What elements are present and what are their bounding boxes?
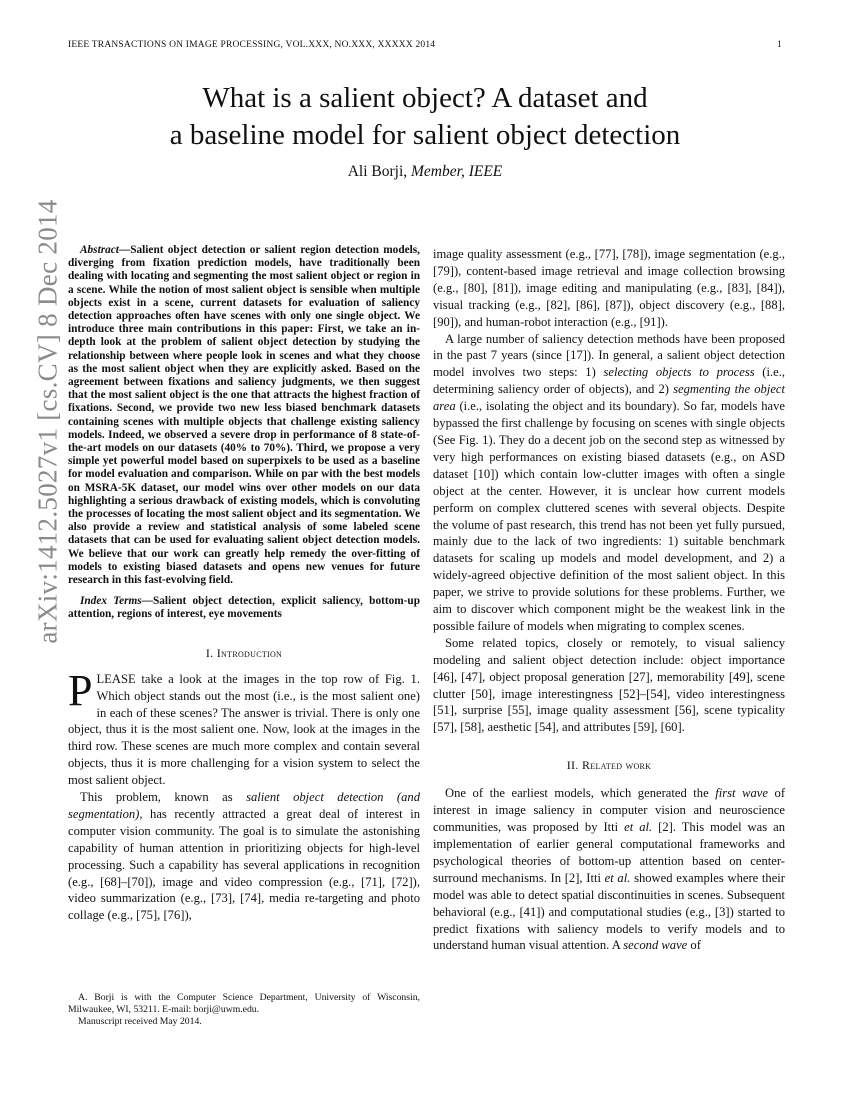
- drop-cap: P: [68, 665, 93, 715]
- section2-title: Related work: [581, 758, 652, 773]
- index-terms-text: —Salient object detection, explicit saliency, bottom-up attention, regions of interest, eye movements: [68, 595, 420, 621]
- intro-paragraph-2: [68, 789, 420, 924]
- right-paragraph-1: image quality assessment (e.g., [77], [78]), image segmentation (e.g., [79]), content-based image retrieval and image collection browsing (e.g., [80], [81]), image editing and manipulating (e.g., [83], [84]), visual tracking (e.g., [82], [86], [87]), object discovery (e.g., [88], [90]), and human-robot interaction (e.g., [91]).: [433, 247, 785, 329]
- author-affiliation: Member, IEEE: [411, 163, 503, 180]
- rp4-em1: first wave: [715, 786, 768, 801]
- rp4-a: One of the earliest models, which generated the: [445, 786, 716, 801]
- rp4-em3: et al.: [604, 870, 631, 885]
- rp4-em2: et al.: [624, 820, 653, 835]
- rp2-a: A large number of saliency detection methods have been proposed in the past 7 years (since [17]). In general, a salient object detection model involves two steps: 1): [433, 331, 785, 380]
- title-line-2: a baseline model for salient object detection: [169, 119, 681, 151]
- rp4-c: [2]. This model was an implementation of earlier general computational frameworks and psychological theories of bottom-up attention based on center-surround mechanisms. In [2], Itti: [433, 820, 785, 885]
- index-terms-label: Index Terms: [80, 595, 142, 608]
- section-title: Introduction: [216, 645, 283, 660]
- abstract-text: —Salient object detection or salient region detection models, diverging from fixation prediction models, have traditionally been dealing with locating and segmenting the most salient object or region in a scene. While the notion of most salient object is sensible when multiple objects exist in a scene, current datasets for evaluation of saliency detection approaches often have scenes with only one single object. We introduce three main contributions in this paper: First, we take an in-depth look at the problem of salient object detection by studying the relationship between where people look in scenes and what they choose as the most salient object when they are explicitly asked. Based on the agreement between fixations and saliency judgments, we then suggest that the most salient object is the one that attracts the highest fraction of fixations. Second, we provide two new less biased benchmark datasets containing scenes with multiple objects that challenge existing saliency models. Indeed, we observed a severe drop in performance of 8 state-of-the-art models on our datasets (40% to 70%). Third, we propose a very simple yet powerful model based on superpixels to be used as a baseline for model evaluation and comparison. While on par with the best models on MSRA-5K dataset, our model wins over other models on our data highlighting a serious drawback of existing models, which is convoluting the processes of locating the most salient object and its segmentation. We also provide a review and statistical analysis of some labeled scene datasets that can be used for evaluating salient object detection models. We believe that our work can greatly help remedy the over-fitting of models to existing biased datasets and opens new venues for future research in this fast-evolving field.: [68, 244, 420, 587]
- rp2-em1: selecting objects to process: [603, 365, 755, 380]
- footnote: [68, 992, 420, 1028]
- rp4-e: of: [687, 938, 701, 953]
- footnote-affiliation: A. Borji is with the Computer Science Department, University of Wisconsin, Milwaukee, WI, 53211. E-mail: borji@uwm.edu.: [68, 992, 420, 1015]
- intro-p2-a: This problem, known as: [80, 790, 247, 805]
- author-line: [0, 163, 850, 181]
- running-header: [68, 40, 782, 50]
- abstract-label: Abstract: [80, 244, 119, 256]
- footnote-manuscript: Manuscript received May 2014.: [78, 1016, 202, 1027]
- rp4-b: of interest in image saliency in computer vision and neuroscience communities, was proposed by Itti: [433, 786, 786, 835]
- intro-p2-em: salient object detection (and segmentation): [68, 790, 420, 821]
- section-number: I.: [205, 645, 214, 660]
- right-column: [433, 246, 785, 954]
- author-name: Ali Borji,: [347, 163, 408, 180]
- journal-header: IEEE TRANSACTIONS ON IMAGE PROCESSING, VOL.XXX, NO.XXX, XXXXX 2014: [68, 40, 436, 50]
- related-paragraph-1: [433, 785, 785, 954]
- abstract: [68, 244, 420, 587]
- right-paragraph-2: [433, 331, 785, 635]
- section-heading-related-work: [433, 758, 785, 773]
- section2-number: II.: [566, 758, 579, 773]
- paper-title: [0, 80, 850, 154]
- intro-paragraph-1: [68, 665, 420, 789]
- page-number: 1: [777, 40, 782, 50]
- rp2-b: (i.e., determining saliency order of objects), and 2): [433, 365, 785, 397]
- intro-p1-text: LEASE take a look at the images in the top row of Fig. 1. Which object stands out the most (i.e., is the most salient one) in each of these scenes? The answer is trivial. There is only one object, thus it is the most salient one. Now, look at the images in the third row. These scenes are much more complex and contain several objects, thus it is more challenging for a vision system to select the most salient object.: [68, 671, 420, 788]
- title-line-1: What is a salient object? A dataset and: [202, 82, 648, 114]
- left-column: [68, 244, 420, 924]
- rp2-em2: segmenting the object area: [433, 382, 785, 414]
- intro-p2-b: , has recently attracted a great deal of interest in computer vision community. The goal is to simulate the astonishing capability of human attention in prioritizing objects for high-level processing. Such a capability has several applications in recognition (e.g., [68]–[70]), image and video compression (e.g., [71], [72]), video summarization (e.g., [73], [74], media re-targeting and photo collage (e.g., [75], [76]),: [68, 806, 420, 923]
- index-terms: [68, 595, 420, 621]
- arxiv-watermark-text: arXiv:1412.5027v1 [cs.CV] 8 Dec 2014: [32, 199, 63, 644]
- rp4-em4: second wave: [623, 938, 688, 953]
- rp4-d: showed examples where their model was able to detect spatial discontinuities in scenes. Subsequent behavioral (e.g., [41]) and computational studies (e.g., [3]) started to predict fixations with saliency models to verify models and to understand human visual attention. A: [433, 870, 786, 953]
- section-heading-introduction: [68, 646, 420, 661]
- rp2-c: (i.e., isolating the object and its boundary). So far, models have bypassed the first challenge by focusing on scenes with single objects (See Fig. 1). They do a decent job on the second step as witnessed by very high performances on existing biased datasets (e.g., on ASD dataset [10]) which contain low-clutter images with often a single object at the center. However, it is unclear how current models perform on complex cluttered scenes with several objects. Despite the volume of past research, this trend has not been yet fully pursued, mainly due to the lack of two ingredients: 1) suitable benchmark datasets for scaling up models and model development, and 2) a widely-agreed objective definition of the most salient object. In this paper, we strive to provide solutions for these problems. Further, we aim to discover which component might be the weakest link in the possible failure of models when migrating to complex scenes.: [433, 399, 785, 633]
- right-paragraph-3: Some related topics, closely or remotely, to visual saliency modeling and salient object detection include: object importance [46], [47], object proposal generation [27], memorability [49], scene clutter [50], image interestingness [52]–[54], video interestingness [51], surprise [55], image quality assessment [56], scene typicality [57], [58], aesthetic [54], and attributes [59], [60].: [433, 635, 785, 735]
